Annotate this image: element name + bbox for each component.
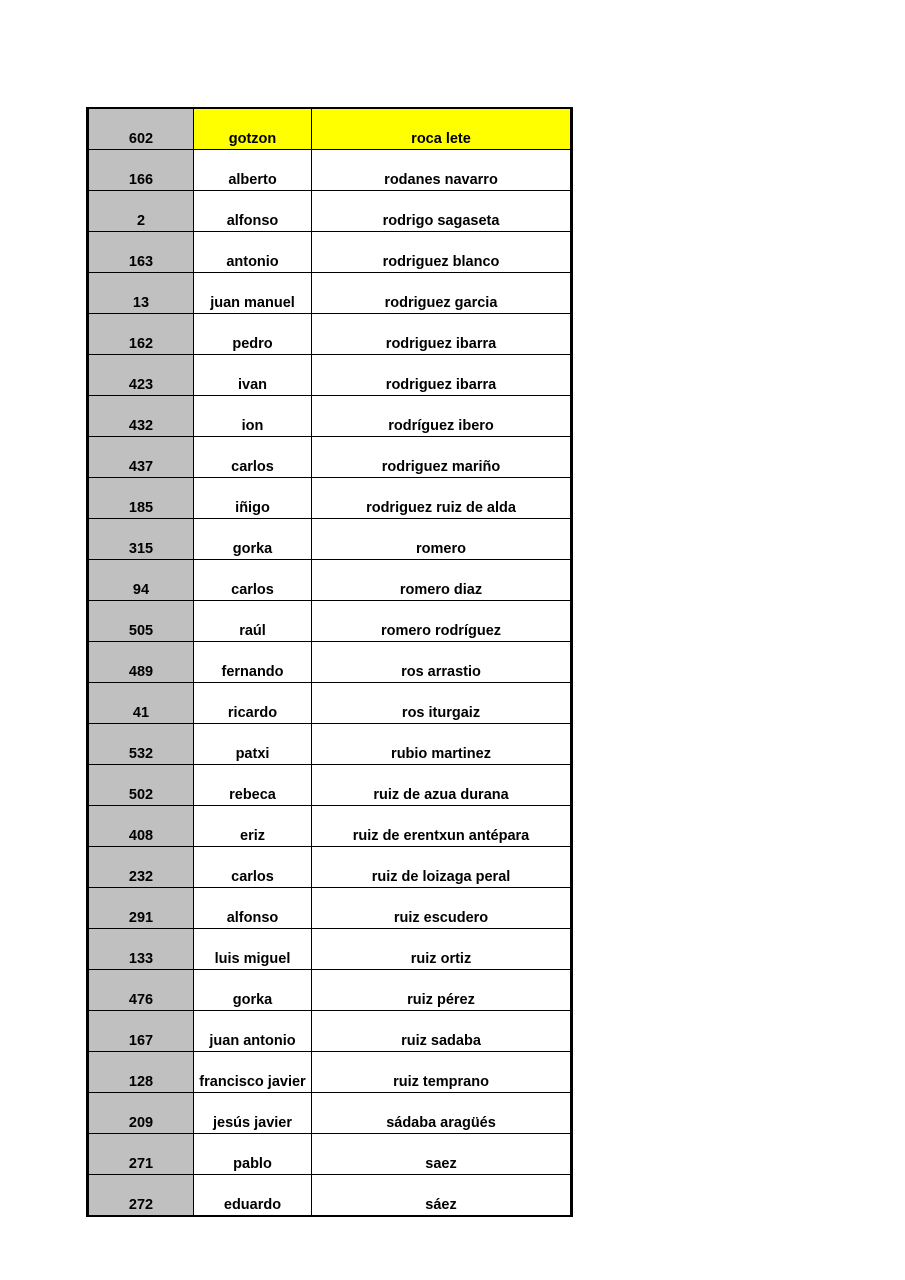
last-name-cell: saez	[312, 1134, 572, 1175]
number-cell: 437	[88, 437, 194, 478]
table-row	[88, 150, 572, 191]
first-name-cell: eriz	[194, 806, 312, 847]
number-cell: 163	[88, 232, 194, 273]
table-row	[88, 806, 572, 847]
first-name-cell: luis miguel	[194, 929, 312, 970]
last-name-cell: ruiz sadaba	[312, 1011, 572, 1052]
last-name-cell: sáez	[312, 1175, 572, 1217]
last-name-cell: rodrigo sagaseta	[312, 191, 572, 232]
last-name-cell: ruiz de loizaga peral	[312, 847, 572, 888]
table-row	[88, 108, 572, 150]
number-cell: 476	[88, 970, 194, 1011]
table-row	[88, 519, 572, 560]
table-row	[88, 970, 572, 1011]
table-row	[88, 273, 572, 314]
last-name-cell: ruiz escudero	[312, 888, 572, 929]
table-row	[88, 724, 572, 765]
last-name-cell: ruiz ortiz	[312, 929, 572, 970]
last-name-cell: ros iturgaiz	[312, 683, 572, 724]
last-name-cell: sádaba aragüés	[312, 1093, 572, 1134]
first-name-cell: alfonso	[194, 888, 312, 929]
table-row	[88, 1093, 572, 1134]
number-cell: 232	[88, 847, 194, 888]
last-name-cell: rodriguez garcia	[312, 273, 572, 314]
number-cell: 502	[88, 765, 194, 806]
number-cell: 489	[88, 642, 194, 683]
first-name-cell: gorka	[194, 970, 312, 1011]
table-row	[88, 888, 572, 929]
first-name-cell: carlos	[194, 847, 312, 888]
table-row	[88, 1052, 572, 1093]
last-name-cell: roca lete	[312, 108, 572, 150]
number-cell: 209	[88, 1093, 194, 1134]
table-row	[88, 642, 572, 683]
table-row	[88, 478, 572, 519]
first-name-cell: eduardo	[194, 1175, 312, 1217]
table-row	[88, 560, 572, 601]
first-name-cell: alberto	[194, 150, 312, 191]
first-name-cell: antonio	[194, 232, 312, 273]
last-name-cell: rodríguez ibero	[312, 396, 572, 437]
first-name-cell: ion	[194, 396, 312, 437]
first-name-cell: gotzon	[194, 108, 312, 150]
number-cell: 41	[88, 683, 194, 724]
number-cell: 271	[88, 1134, 194, 1175]
table-row	[88, 1011, 572, 1052]
last-name-cell: ruiz de azua durana	[312, 765, 572, 806]
first-name-cell: pedro	[194, 314, 312, 355]
last-name-cell: rodriguez mariño	[312, 437, 572, 478]
table-row	[88, 601, 572, 642]
number-cell: 167	[88, 1011, 194, 1052]
number-cell: 532	[88, 724, 194, 765]
last-name-cell: ruiz temprano	[312, 1052, 572, 1093]
first-name-cell: francisco javier	[194, 1052, 312, 1093]
last-name-cell: rodanes navarro	[312, 150, 572, 191]
first-name-cell: juan antonio	[194, 1011, 312, 1052]
last-name-cell: rubio martinez	[312, 724, 572, 765]
first-name-cell: rebeca	[194, 765, 312, 806]
number-cell: 166	[88, 150, 194, 191]
number-cell: 2	[88, 191, 194, 232]
table-row	[88, 396, 572, 437]
last-name-cell: romero	[312, 519, 572, 560]
number-cell: 272	[88, 1175, 194, 1217]
number-cell: 602	[88, 108, 194, 150]
first-name-cell: ivan	[194, 355, 312, 396]
first-name-cell: fernando	[194, 642, 312, 683]
first-name-cell: carlos	[194, 437, 312, 478]
last-name-cell: rodriguez ruiz de alda	[312, 478, 572, 519]
number-cell: 13	[88, 273, 194, 314]
number-cell: 94	[88, 560, 194, 601]
first-name-cell: alfonso	[194, 191, 312, 232]
table-row	[88, 1175, 572, 1217]
first-name-cell: juan manuel	[194, 273, 312, 314]
number-cell: 423	[88, 355, 194, 396]
first-name-cell: patxi	[194, 724, 312, 765]
number-cell: 162	[88, 314, 194, 355]
last-name-cell: ros arrastio	[312, 642, 572, 683]
table-row	[88, 191, 572, 232]
first-name-cell: pablo	[194, 1134, 312, 1175]
table-row	[88, 355, 572, 396]
table-row	[88, 1134, 572, 1175]
table-row	[88, 929, 572, 970]
table-row	[88, 437, 572, 478]
number-cell: 432	[88, 396, 194, 437]
table-row	[88, 847, 572, 888]
last-name-cell: rodriguez blanco	[312, 232, 572, 273]
last-name-cell: romero rodríguez	[312, 601, 572, 642]
number-cell: 408	[88, 806, 194, 847]
last-name-cell: rodriguez ibarra	[312, 314, 572, 355]
table-row	[88, 232, 572, 273]
first-name-cell: jesús javier	[194, 1093, 312, 1134]
number-cell: 128	[88, 1052, 194, 1093]
table-row	[88, 314, 572, 355]
table-row	[88, 765, 572, 806]
first-name-cell: ricardo	[194, 683, 312, 724]
last-name-cell: romero diaz	[312, 560, 572, 601]
roster-table-body	[88, 108, 572, 1216]
last-name-cell: rodriguez ibarra	[312, 355, 572, 396]
last-name-cell: ruiz pérez	[312, 970, 572, 1011]
number-cell: 505	[88, 601, 194, 642]
first-name-cell: gorka	[194, 519, 312, 560]
first-name-cell: iñigo	[194, 478, 312, 519]
number-cell: 133	[88, 929, 194, 970]
roster-table	[86, 107, 573, 1217]
number-cell: 185	[88, 478, 194, 519]
first-name-cell: raúl	[194, 601, 312, 642]
first-name-cell: carlos	[194, 560, 312, 601]
number-cell: 291	[88, 888, 194, 929]
table-row	[88, 683, 572, 724]
last-name-cell: ruiz de erentxun antépara	[312, 806, 572, 847]
number-cell: 315	[88, 519, 194, 560]
